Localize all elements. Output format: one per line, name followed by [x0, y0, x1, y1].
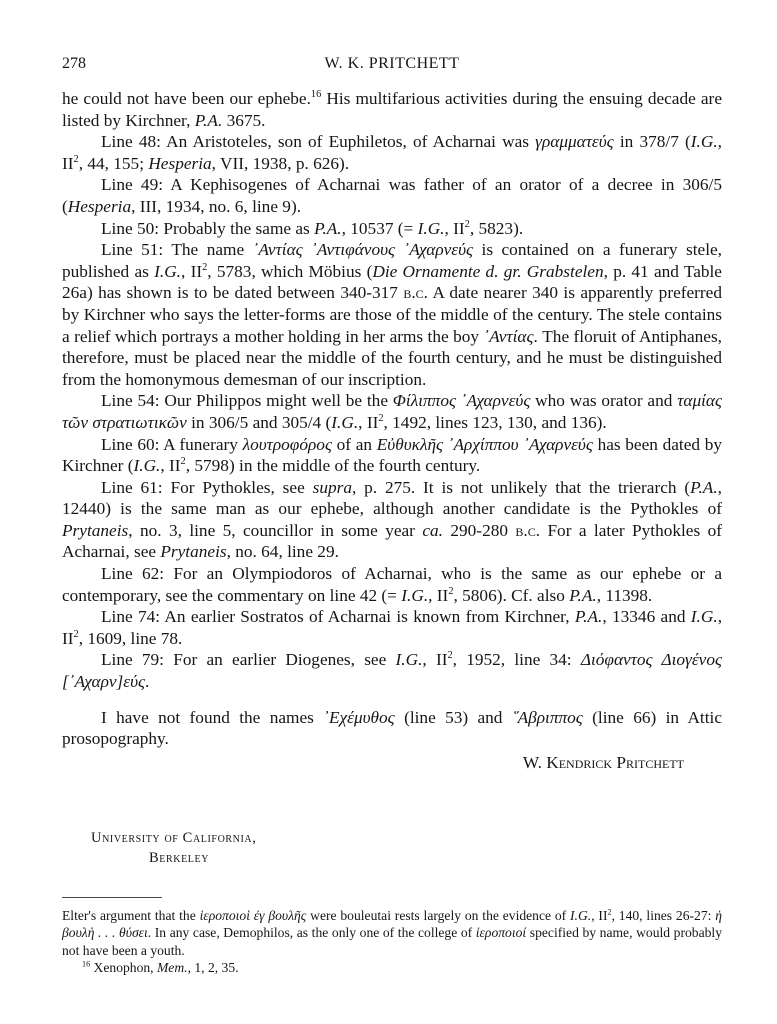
affiliation — [91, 828, 256, 868]
footnote-16: $^{16}$ Xenophon, Mem., 1, 2, 35. — [82, 959, 239, 976]
affiliation-line-2: Berkeley — [149, 850, 210, 866]
footnote-continuation: Elter's argument that the ἱεροποιοὶ ἐγ βουλῆς were bouleutai rests largely on the evidence of I.G., $II^2$, 140, lines 26-27: ἡ βουλὴ . . . θύσει. In any case, Demophilos, as the only one of the college of ἱεροποιοί specified by name, would probably not have been a youth. — [62, 907, 722, 958]
affiliation-line-1: University of California, — [91, 830, 257, 846]
paragraph-line-60: Line 60: A funerary λουτροφόρος of an Εὐθυκλῆς ᾿Αρχίππου ᾿Αχαρνεύς has been dated by Kirchner (I.G., $II^2$, 5798) in the middle of the fourth century. — [62, 434, 723, 476]
paragraph-line-54: Line 54: Our Philippos might well be the Φίλιππος ᾿Αχαρνεύς who was orator and ταμίας τῶν στρατιωτικῶν in 306/5 and 305/4 (I.G., $II^2$, 1492, lines 123, 130, and 136). — [62, 391, 723, 432]
paragraph-line-51: Line 51: The name ᾿Αντίας ᾿Αντιφάνους ᾿Αχαρνεύς is contained on a funerary stele, published as I.G., $II^2$, 5783, which Möbius (Die Ornamente d. gr. Grabstelen, p. 41 and Table 26a) has shown is to be dated between 340-317 b.c. A date nearer 340 is apparently preferred by Kirchner who says the letter-forms are those of the middle of the century. The stele contains a relief which portrays a mother holding in her arms the boy ᾿Αντίας. The floruit of Antiphanes, therefore, must be placed near the middle of the fourth century, and he must be distinguished from the homonymous demesman of our inscription. — [62, 240, 722, 389]
paragraph-line-74: Line 74: An earlier Sostratos of Acharnai is known from Kirchner, P.A., 13346 and I.G., $II^2$, 1609, line 78. — [62, 607, 723, 648]
paragraph-names: I have not found the names ᾿Εχέμυθος (line 53) and ῞Αβριππος (line 66) in Attic prosopography. — [62, 707, 722, 749]
paragraph-line-49: Line 49: A Kephisogenes of Acharnai was father of an orator of a decree in 306/5 (Hesperia, III, 1934, no. 6, line 9). — [62, 175, 722, 216]
paragraph-line-62: Line 62: For an Olympiodoros of Acharnai, who is the same as our ephebe or a contemporary, see the commentary on line 42 (= I.G., $II^2$, 5806). Cf. also P.A., 11398. — [62, 564, 722, 605]
paragraph-line-61: Line 61: For Pythokles, see supra, p. 275. It is not unlikely that the trierarch (P.A., 12440) is the same man as our ephebe, although another candidate is the Pythokles of Prytaneis, no. 3, line 5, councillor in some year ca. 290-280 b.c. For a later Pythokles of Acharnai, see Prytaneis, no. 64, line 29. — [62, 477, 723, 562]
paragraph-line-48: Line 48: An Aristoteles, son of Euphiletos, of Acharnai was γραμματεύς in 378/7 (I.G., $II^2$, 44, 155; Hesperia, VII, 1938, p. 626). — [62, 132, 722, 173]
body-text — [62, 88, 722, 773]
footnotes — [62, 907, 722, 977]
page-header — [62, 55, 722, 79]
running-head: W. K. PRITCHETT — [324, 55, 460, 72]
footnote-rule — [62, 897, 162, 898]
paragraph-line-79: Line 79: For an earlier Diogenes, see I.G., $II^2$, 1952, line 34: Διόφαντος Διογένος [᾿Αχαρν]εύς. — [62, 650, 723, 692]
author-signature: W. Kendrick Pritchett — [522, 752, 684, 772]
paragraph-continuation: he could not have been our ephebe.$^{16}$ His multifarious activities during the ensuing decade are listed by Kirchner, P.A. 3675. — [62, 89, 722, 130]
paragraph-line-50: Line 50: Probably the same as P.A., 10537 (= I.G., $II^2$, 5823). — [101, 218, 524, 238]
page-number: 278 — [62, 55, 86, 72]
